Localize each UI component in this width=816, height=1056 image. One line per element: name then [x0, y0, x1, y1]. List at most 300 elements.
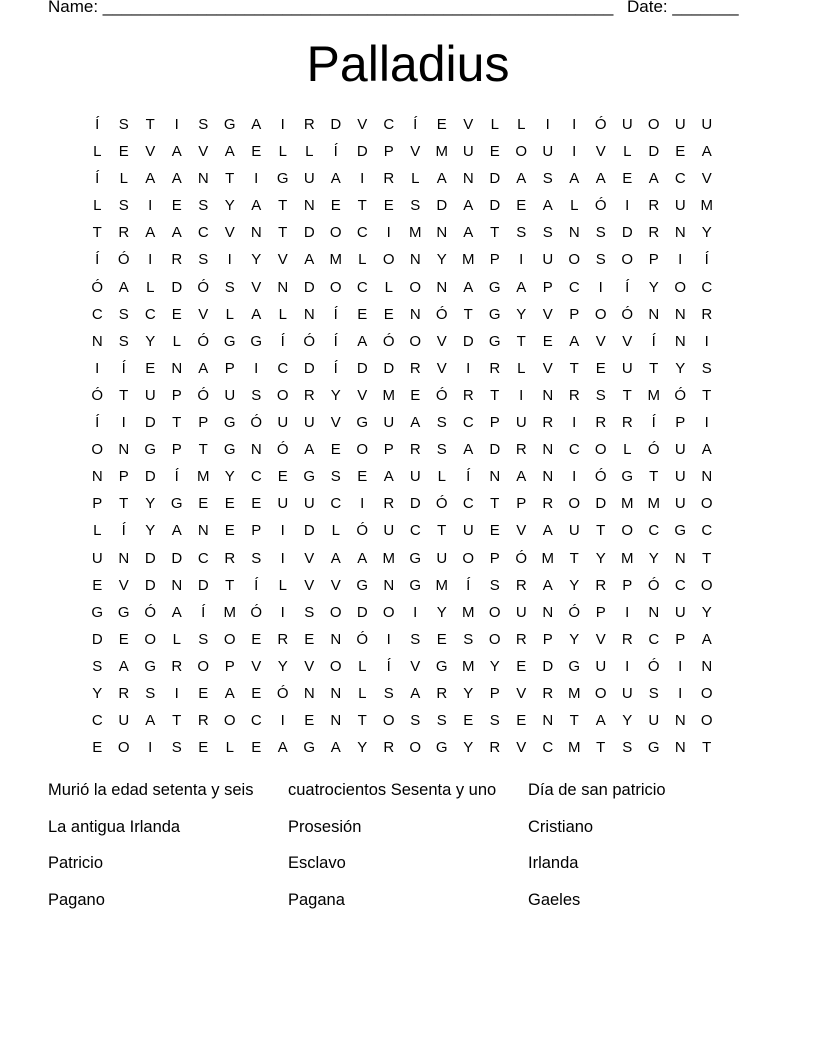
grid-letter[interactable]: M: [435, 143, 448, 161]
grid-letter[interactable]: D: [171, 278, 183, 296]
grid-letter[interactable]: V: [595, 630, 606, 648]
grid-letter[interactable]: M: [462, 251, 475, 269]
grid-letter[interactable]: P: [118, 468, 129, 486]
grid-letter[interactable]: I: [678, 251, 683, 269]
grid-letter[interactable]: M: [223, 603, 236, 621]
grid-letter[interactable]: E: [198, 684, 209, 702]
grid-letter[interactable]: Í: [280, 332, 285, 350]
grid-letter[interactable]: T: [490, 224, 500, 242]
grid-letter[interactable]: N: [648, 603, 660, 621]
grid-letter[interactable]: U: [436, 549, 448, 567]
grid-letter[interactable]: U: [621, 359, 633, 377]
grid-letter[interactable]: S: [542, 224, 553, 242]
grid-letter[interactable]: T: [702, 549, 712, 567]
grid-letter[interactable]: C: [144, 305, 156, 323]
grid-letter[interactable]: L: [623, 441, 632, 459]
grid-letter[interactable]: P: [251, 522, 262, 540]
grid-letter[interactable]: D: [356, 603, 368, 621]
grid-letter[interactable]: V: [516, 684, 527, 702]
grid-letter[interactable]: V: [224, 224, 235, 242]
grid-letter[interactable]: O: [700, 684, 713, 702]
grid-letter[interactable]: T: [357, 712, 367, 730]
grid-letter[interactable]: E: [436, 630, 447, 648]
grid-letter[interactable]: R: [568, 386, 580, 404]
grid-letter[interactable]: V: [542, 305, 553, 323]
grid-letter[interactable]: A: [145, 224, 156, 242]
grid-letter[interactable]: A: [330, 170, 341, 188]
grid-letter[interactable]: L: [146, 278, 155, 296]
grid-letter[interactable]: S: [118, 116, 129, 133]
grid-letter[interactable]: S: [118, 332, 129, 350]
grid-letter[interactable]: L: [93, 522, 102, 540]
grid-letter[interactable]: Í: [625, 278, 630, 296]
grid-letter[interactable]: Í: [95, 414, 100, 432]
grid-letter[interactable]: V: [701, 170, 712, 188]
grid-letter[interactable]: G: [223, 414, 236, 432]
grid-letter[interactable]: O: [674, 278, 687, 296]
grid-letter[interactable]: T: [596, 522, 606, 540]
grid-letter[interactable]: U: [118, 712, 130, 730]
grid-letter[interactable]: T: [145, 116, 155, 133]
grid-letter[interactable]: Í: [95, 170, 100, 188]
grid-letter[interactable]: R: [515, 441, 527, 459]
grid-letter[interactable]: O: [329, 278, 342, 296]
grid-letter[interactable]: I: [174, 684, 179, 702]
grid-letter[interactable]: Ó: [594, 197, 607, 215]
grid-letter[interactable]: G: [276, 170, 289, 188]
grid-letter[interactable]: S: [304, 603, 315, 621]
grid-letter[interactable]: G: [674, 522, 687, 540]
grid-letter[interactable]: U: [515, 414, 527, 432]
grid-letter[interactable]: U: [568, 522, 580, 540]
grid-letter[interactable]: P: [595, 603, 606, 621]
grid-letter[interactable]: D: [356, 359, 368, 377]
grid-letter[interactable]: E: [251, 684, 262, 702]
grid-letter[interactable]: E: [383, 305, 394, 323]
grid-letter[interactable]: O: [329, 657, 342, 675]
grid-letter[interactable]: Í: [466, 576, 471, 594]
grid-letter[interactable]: V: [410, 657, 421, 675]
grid-letter[interactable]: Y: [224, 468, 235, 486]
grid-letter[interactable]: V: [410, 143, 421, 161]
grid-letter[interactable]: S: [622, 739, 633, 757]
grid-letter[interactable]: C: [462, 414, 474, 432]
grid-letter[interactable]: A: [145, 170, 156, 188]
grid-letter[interactable]: S: [224, 278, 235, 296]
grid-letter[interactable]: R: [303, 116, 315, 133]
grid-letter[interactable]: O: [409, 278, 422, 296]
grid-letter[interactable]: O: [356, 441, 369, 459]
grid-letter[interactable]: Í: [333, 305, 338, 323]
grid-letter[interactable]: U: [595, 657, 607, 675]
grid-letter[interactable]: I: [148, 251, 153, 269]
grid-letter[interactable]: N: [436, 224, 448, 242]
grid-letter[interactable]: S: [383, 684, 394, 702]
grid-letter[interactable]: G: [223, 441, 236, 459]
grid-letter[interactable]: Y: [145, 522, 156, 540]
grid-letter[interactable]: C: [197, 549, 209, 567]
grid-letter[interactable]: Í: [95, 251, 100, 269]
grid-letter[interactable]: C: [568, 441, 580, 459]
grid-letter[interactable]: T: [119, 495, 129, 513]
grid-letter[interactable]: N: [542, 441, 554, 459]
grid-letter[interactable]: O: [144, 630, 157, 648]
grid-letter[interactable]: V: [357, 116, 368, 133]
grid-letter[interactable]: A: [410, 684, 421, 702]
grid-letter[interactable]: A: [145, 712, 156, 730]
grid-letter[interactable]: R: [118, 224, 130, 242]
grid-letter[interactable]: G: [488, 305, 501, 323]
grid-letter[interactable]: U: [462, 522, 474, 540]
grid-letter[interactable]: Í: [254, 576, 259, 594]
grid-letter[interactable]: Ó: [435, 386, 448, 404]
grid-letter[interactable]: G: [144, 441, 157, 459]
grid-letter[interactable]: O: [594, 441, 607, 459]
grid-letter[interactable]: R: [171, 251, 183, 269]
grid-letter[interactable]: D: [91, 630, 103, 648]
grid-letter[interactable]: E: [198, 739, 209, 757]
grid-letter[interactable]: N: [542, 468, 554, 486]
grid-letter[interactable]: N: [568, 224, 580, 242]
grid-letter[interactable]: T: [596, 739, 606, 757]
grid-letter[interactable]: L: [358, 657, 367, 675]
grid-letter[interactable]: S: [118, 197, 129, 215]
grid-letter[interactable]: Y: [251, 251, 262, 269]
grid-letter[interactable]: I: [519, 386, 524, 404]
grid-letter[interactable]: G: [409, 576, 422, 594]
grid-letter[interactable]: L: [517, 359, 526, 377]
grid-letter[interactable]: E: [145, 359, 156, 377]
grid-letter[interactable]: Y: [463, 739, 474, 757]
grid-letter[interactable]: G: [488, 332, 501, 350]
grid-letter[interactable]: R: [648, 224, 660, 242]
grid-letter[interactable]: D: [489, 197, 501, 215]
grid-letter[interactable]: Ó: [356, 522, 369, 540]
grid-letter[interactable]: G: [647, 739, 660, 757]
grid-letter[interactable]: S: [198, 251, 209, 269]
grid-letter[interactable]: C: [568, 278, 580, 296]
grid-letter[interactable]: N: [383, 576, 395, 594]
grid-letter[interactable]: E: [304, 712, 315, 730]
grid-letter[interactable]: V: [330, 414, 341, 432]
grid-letter[interactable]: I: [148, 197, 153, 215]
grid-letter[interactable]: I: [572, 143, 577, 161]
grid-letter[interactable]: R: [197, 712, 209, 730]
grid-letter[interactable]: A: [198, 359, 209, 377]
grid-letter[interactable]: P: [383, 441, 394, 459]
grid-letter[interactable]: E: [118, 143, 129, 161]
grid-letter[interactable]: V: [330, 576, 341, 594]
grid-letter[interactable]: V: [595, 143, 606, 161]
grid-letter[interactable]: I: [386, 224, 391, 242]
grid-letter[interactable]: U: [542, 143, 554, 161]
grid-letter[interactable]: I: [254, 359, 259, 377]
grid-letter[interactable]: M: [435, 576, 448, 594]
grid-letter[interactable]: V: [357, 386, 368, 404]
grid-letter[interactable]: I: [572, 116, 577, 133]
grid-letter[interactable]: S: [436, 712, 447, 730]
grid-letter[interactable]: L: [358, 684, 367, 702]
grid-letter[interactable]: T: [225, 576, 235, 594]
grid-letter[interactable]: D: [409, 495, 421, 513]
grid-letter[interactable]: E: [463, 712, 474, 730]
grid-letter[interactable]: V: [516, 739, 527, 757]
grid-letter[interactable]: O: [568, 495, 581, 513]
grid-letter[interactable]: A: [701, 143, 712, 161]
grid-letter[interactable]: L: [358, 251, 367, 269]
grid-letter[interactable]: E: [410, 386, 421, 404]
grid-letter[interactable]: O: [329, 603, 342, 621]
grid-letter[interactable]: S: [92, 657, 103, 675]
grid-letter[interactable]: Y: [569, 630, 580, 648]
grid-letter[interactable]: E: [251, 739, 262, 757]
grid-letter[interactable]: R: [595, 414, 607, 432]
grid-letter[interactable]: D: [356, 143, 368, 161]
grid-letter[interactable]: U: [621, 116, 633, 133]
grid-letter[interactable]: C: [250, 712, 262, 730]
grid-letter[interactable]: A: [383, 468, 394, 486]
grid-letter[interactable]: T: [225, 170, 235, 188]
grid-letter[interactable]: Í: [386, 657, 391, 675]
grid-letter[interactable]: N: [542, 712, 554, 730]
grid-letter[interactable]: G: [223, 116, 236, 133]
grid-letter[interactable]: A: [251, 116, 262, 133]
grid-letter[interactable]: D: [144, 549, 156, 567]
grid-letter[interactable]: G: [250, 332, 263, 350]
grid-letter[interactable]: C: [701, 278, 713, 296]
grid-letter[interactable]: T: [119, 386, 129, 404]
grid-letter[interactable]: V: [436, 332, 447, 350]
grid-letter[interactable]: A: [171, 143, 182, 161]
grid-letter[interactable]: N: [171, 576, 183, 594]
grid-letter[interactable]: Ó: [647, 441, 660, 459]
grid-letter[interactable]: E: [251, 143, 262, 161]
grid-letter[interactable]: R: [595, 576, 607, 594]
grid-letter[interactable]: N: [303, 305, 315, 323]
grid-letter[interactable]: Í: [95, 116, 100, 133]
grid-letter[interactable]: N: [330, 684, 342, 702]
grid-letter[interactable]: P: [675, 414, 686, 432]
grid-letter[interactable]: I: [386, 630, 391, 648]
grid-letter[interactable]: C: [674, 170, 686, 188]
grid-letter[interactable]: U: [277, 495, 289, 513]
grid-letter[interactable]: A: [410, 414, 421, 432]
grid-letter[interactable]: Ó: [647, 657, 660, 675]
grid-letter[interactable]: O: [409, 739, 422, 757]
grid-letter[interactable]: G: [488, 278, 501, 296]
grid-letter[interactable]: A: [171, 170, 182, 188]
grid-letter[interactable]: Y: [277, 657, 288, 675]
grid-letter[interactable]: N: [118, 549, 130, 567]
grid-letter[interactable]: C: [648, 630, 660, 648]
grid-letter[interactable]: R: [489, 359, 501, 377]
grid-letter[interactable]: N: [303, 197, 315, 215]
grid-letter[interactable]: O: [621, 251, 634, 269]
grid-letter[interactable]: A: [463, 224, 474, 242]
grid-letter[interactable]: P: [622, 576, 633, 594]
grid-letter[interactable]: V: [198, 143, 209, 161]
grid-letter[interactable]: U: [462, 143, 474, 161]
grid-letter[interactable]: Ó: [197, 332, 210, 350]
grid-letter[interactable]: Y: [330, 386, 341, 404]
grid-letter[interactable]: M: [382, 549, 395, 567]
grid-letter[interactable]: Í: [651, 414, 656, 432]
grid-letter[interactable]: Ó: [117, 251, 130, 269]
grid-letter[interactable]: N: [674, 305, 686, 323]
grid-letter[interactable]: I: [360, 170, 365, 188]
grid-letter[interactable]: G: [356, 576, 369, 594]
grid-letter[interactable]: M: [462, 657, 475, 675]
grid-letter[interactable]: V: [622, 332, 633, 350]
grid-letter[interactable]: N: [250, 441, 262, 459]
grid-letter[interactable]: Ó: [197, 386, 210, 404]
grid-letter[interactable]: A: [463, 197, 474, 215]
grid-letter[interactable]: U: [674, 468, 686, 486]
grid-letter[interactable]: Ó: [356, 630, 369, 648]
grid-letter[interactable]: I: [625, 657, 630, 675]
grid-letter[interactable]: S: [145, 684, 156, 702]
grid-letter[interactable]: C: [277, 359, 289, 377]
grid-letter[interactable]: O: [276, 386, 289, 404]
grid-letter[interactable]: T: [437, 522, 447, 540]
grid-letter[interactable]: E: [595, 359, 606, 377]
grid-letter[interactable]: I: [704, 332, 709, 350]
grid-letter[interactable]: P: [383, 143, 394, 161]
grid-letter[interactable]: P: [224, 657, 235, 675]
grid-letter[interactable]: N: [701, 468, 713, 486]
grid-letter[interactable]: S: [516, 224, 527, 242]
grid-letter[interactable]: G: [435, 657, 448, 675]
grid-letter[interactable]: O: [488, 603, 501, 621]
grid-letter[interactable]: R: [542, 414, 554, 432]
grid-letter[interactable]: R: [303, 386, 315, 404]
grid-letter[interactable]: A: [357, 549, 368, 567]
grid-letter[interactable]: Y: [92, 684, 103, 702]
grid-letter[interactable]: A: [304, 251, 315, 269]
grid-letter[interactable]: N: [436, 278, 448, 296]
grid-letter[interactable]: N: [330, 712, 342, 730]
grid-letter[interactable]: E: [224, 522, 235, 540]
grid-letter[interactable]: Ó: [515, 549, 528, 567]
grid-letter[interactable]: U: [303, 170, 315, 188]
grid-letter[interactable]: D: [303, 522, 315, 540]
grid-letter[interactable]: I: [254, 170, 259, 188]
grid-letter[interactable]: I: [678, 657, 683, 675]
grid-letter[interactable]: Y: [648, 278, 659, 296]
grid-letter[interactable]: Ó: [594, 468, 607, 486]
grid-letter[interactable]: C: [330, 495, 342, 513]
grid-letter[interactable]: S: [330, 468, 341, 486]
grid-letter[interactable]: U: [648, 712, 660, 730]
grid-letter[interactable]: E: [357, 305, 368, 323]
grid-letter[interactable]: Y: [701, 224, 712, 242]
grid-letter[interactable]: U: [542, 251, 554, 269]
grid-letter[interactable]: A: [648, 170, 659, 188]
grid-letter[interactable]: T: [702, 739, 712, 757]
grid-letter[interactable]: R: [436, 684, 448, 702]
grid-letter[interactable]: G: [568, 657, 581, 675]
grid-letter[interactable]: U: [91, 549, 103, 567]
grid-letter[interactable]: O: [197, 657, 210, 675]
grid-letter[interactable]: A: [224, 684, 235, 702]
grid-letter[interactable]: I: [360, 495, 365, 513]
grid-letter[interactable]: D: [303, 278, 315, 296]
grid-letter[interactable]: Ó: [276, 684, 289, 702]
grid-letter[interactable]: A: [171, 522, 182, 540]
grid-letter[interactable]: Ó: [621, 305, 634, 323]
grid-letter[interactable]: I: [280, 549, 285, 567]
grid-letter[interactable]: O: [568, 251, 581, 269]
grid-letter[interactable]: N: [171, 359, 183, 377]
grid-letter[interactable]: Í: [174, 468, 179, 486]
grid-letter[interactable]: P: [542, 630, 553, 648]
grid-letter[interactable]: O: [382, 603, 395, 621]
grid-letter[interactable]: R: [383, 495, 395, 513]
grid-letter[interactable]: M: [647, 495, 660, 513]
grid-letter[interactable]: S: [436, 414, 447, 432]
grid-letter[interactable]: Í: [333, 143, 338, 161]
grid-letter[interactable]: A: [516, 278, 527, 296]
grid-letter[interactable]: C: [383, 116, 395, 133]
grid-letter[interactable]: D: [542, 657, 554, 675]
grid-letter[interactable]: P: [224, 359, 235, 377]
grid-letter[interactable]: L: [517, 116, 526, 133]
grid-letter[interactable]: Ó: [382, 332, 395, 350]
grid-letter[interactable]: E: [330, 197, 341, 215]
grid-letter[interactable]: P: [171, 441, 182, 459]
grid-letter[interactable]: O: [409, 332, 422, 350]
grid-letter[interactable]: R: [118, 684, 130, 702]
grid-letter[interactable]: D: [197, 576, 209, 594]
grid-letter[interactable]: S: [595, 251, 606, 269]
grid-letter[interactable]: O: [700, 576, 713, 594]
grid-letter[interactable]: P: [569, 305, 580, 323]
grid-letter[interactable]: V: [304, 549, 315, 567]
grid-letter[interactable]: N: [118, 441, 130, 459]
grid-letter[interactable]: Y: [489, 657, 500, 675]
grid-letter[interactable]: G: [223, 332, 236, 350]
grid-letter[interactable]: E: [489, 143, 500, 161]
grid-letter[interactable]: T: [649, 468, 659, 486]
grid-letter[interactable]: C: [356, 224, 368, 242]
grid-letter[interactable]: I: [121, 414, 126, 432]
grid-letter[interactable]: E: [251, 495, 262, 513]
grid-letter[interactable]: N: [648, 305, 660, 323]
grid-letter[interactable]: L: [623, 143, 632, 161]
grid-letter[interactable]: L: [437, 468, 446, 486]
grid-letter[interactable]: O: [91, 441, 104, 459]
grid-letter[interactable]: S: [701, 359, 712, 377]
grid-letter[interactable]: Y: [675, 359, 686, 377]
grid-letter[interactable]: N: [489, 468, 501, 486]
grid-letter[interactable]: S: [410, 712, 421, 730]
grid-letter[interactable]: S: [251, 386, 262, 404]
grid-letter[interactable]: L: [119, 170, 128, 188]
grid-letter[interactable]: E: [516, 657, 527, 675]
grid-letter[interactable]: A: [542, 197, 553, 215]
grid-letter[interactable]: I: [678, 684, 683, 702]
grid-letter[interactable]: O: [488, 630, 501, 648]
grid-letter[interactable]: U: [409, 468, 421, 486]
grid-letter[interactable]: C: [197, 224, 209, 242]
grid-letter[interactable]: P: [675, 630, 686, 648]
grid-letter[interactable]: U: [224, 386, 236, 404]
grid-letter[interactable]: R: [409, 441, 421, 459]
grid-letter[interactable]: Í: [201, 603, 206, 621]
grid-letter[interactable]: T: [490, 386, 500, 404]
grid-letter[interactable]: A: [330, 549, 341, 567]
grid-letter[interactable]: S: [648, 684, 659, 702]
